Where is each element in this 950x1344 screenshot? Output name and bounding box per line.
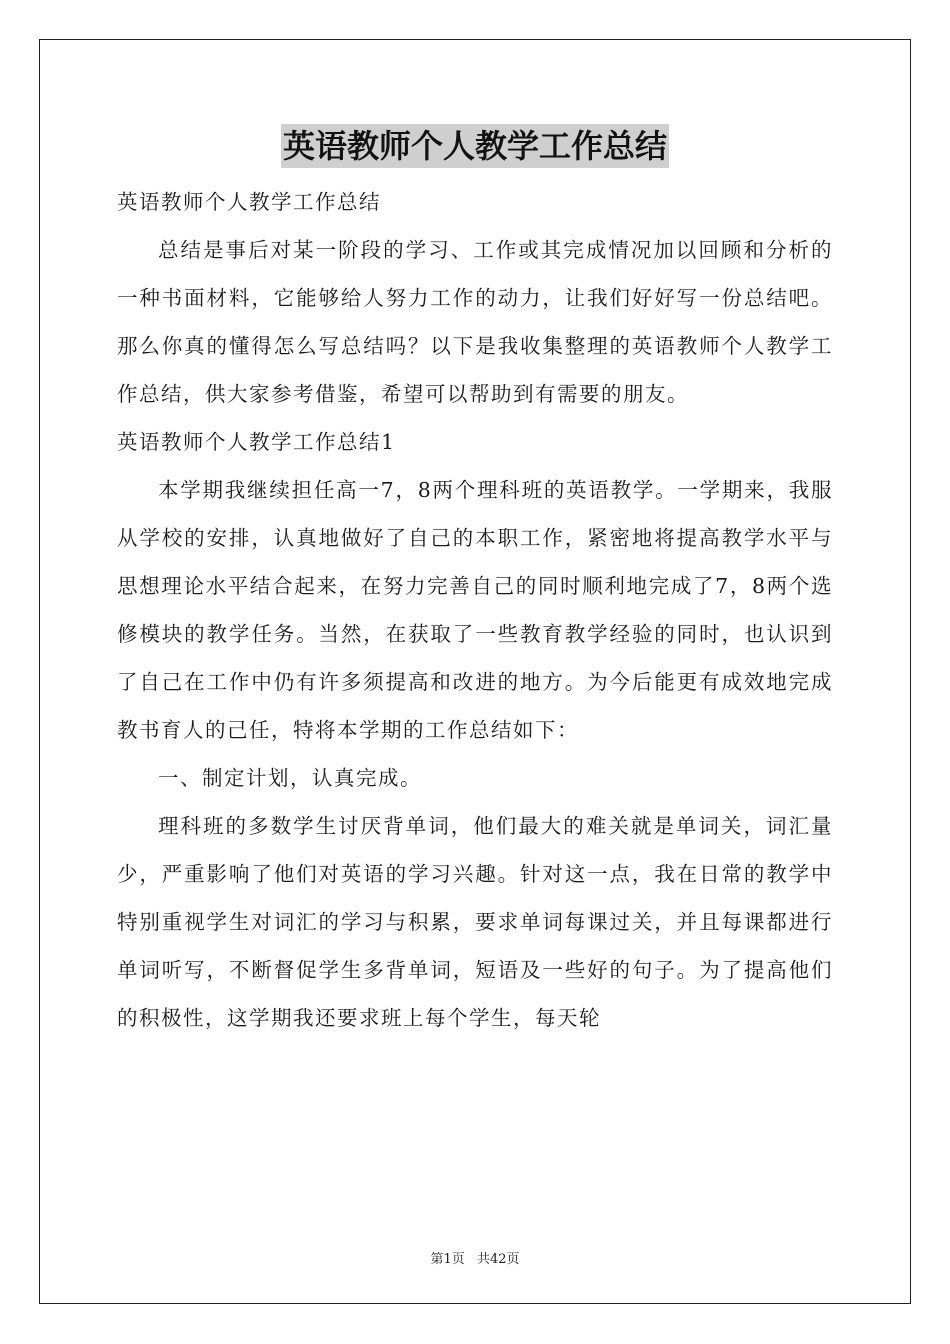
paragraph-section-heading: 英语教师个人教学工作总结1 [117, 430, 396, 454]
document-body [117, 178, 833, 1042]
page-footer [0, 1248, 950, 1267]
paragraph-body: 本学期我继续担任高一7，8两个理科班的英语教学。一学期来，我服从学校的安排，认真地做好了自己的本职工作，紧密地将提高教学水平与思想理论水平结合起来，在努力完善自己的同时顺利地完成了7，8两个选修模块的教学任务。当然，在获取了一些教育教学经验的同时，也认识到了自己在工作中仍有许多须提高和改进的地方。为今后能更有成效地完成教书育人的己任，特将本学期的工作总结如下： [117, 478, 833, 742]
page-total: 共42页 [476, 1252, 520, 1267]
document-title-text: 英语教师个人教学工作总结 [281, 124, 669, 168]
paragraph-intro: 总结是事后对某一阶段的学习、工作或其完成情况加以回顾和分析的一种书面材料，它能够给人努力工作的动力，让我们好好写一份总结吧。那么你真的懂得怎么写总结吗？以下是我收集整理的英语教师个人教学工作总结，供大家参考借鉴，希望可以帮助到有需要的朋友。 [117, 238, 833, 406]
paragraph-subheading: 一、制定计划，认真完成。 [158, 766, 422, 790]
paragraph-body: 理科班的多数学生讨厌背单词，他们最大的难关就是单词关，词汇量少，严重影响了他们对英语的学习兴趣。针对这一点，我在日常的教学中特别重视学生对词汇的学习与积累，要求单词每课过关，并且每课都进行单词听写，不断督促学生多背单词，短语及一些好的句子。为了提高他们的积极性，这学期我还要求班上每个学生，每天轮 [117, 814, 833, 1030]
page-number: 第1页 [430, 1252, 465, 1267]
paragraph-subtitle: 英语教师个人教学工作总结 [117, 190, 381, 214]
document-title [0, 124, 950, 168]
